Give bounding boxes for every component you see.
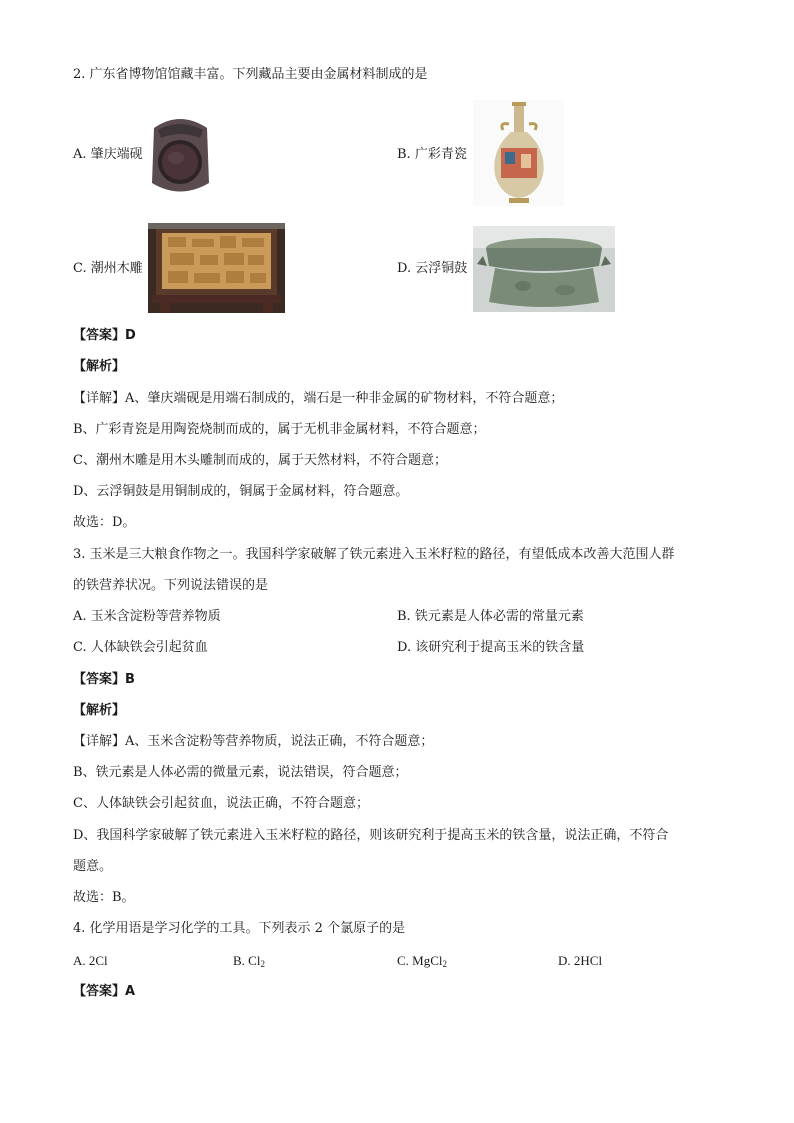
q3-option-a: A. 玉米含淀粉等营养物质 bbox=[73, 609, 221, 624]
q2-option-d: D. 云浮铜鼓 bbox=[397, 261, 468, 276]
q2-choice: 故选：D。 bbox=[73, 515, 136, 530]
q4-option-a bbox=[73, 952, 108, 970]
q4-option-c bbox=[397, 952, 447, 970]
bronze-drum-image bbox=[473, 226, 615, 312]
q3-answer-text: 【答案】B bbox=[73, 672, 135, 687]
q2-analysis bbox=[73, 358, 125, 376]
q2-stem: 2. 广东省博物馆馆藏丰富。下列藏品主要由金属材料制成的是 bbox=[73, 67, 428, 82]
q3-detail-2: B、铁元素是人体必需的微量元素，说法错误，符合题意； bbox=[73, 765, 408, 780]
q4-option-d-text: D. 2HCl bbox=[558, 953, 603, 968]
q3-analysis-text: 【解析】 bbox=[73, 703, 126, 718]
q3-detail-5: 题意。 bbox=[73, 859, 113, 874]
porcelain-vase-image bbox=[473, 100, 564, 206]
q2-analysis-text: 【解析】 bbox=[73, 359, 126, 374]
inkstone-image bbox=[148, 108, 213, 198]
q2-answer-text: 【答案】D bbox=[73, 328, 136, 343]
q4-option-d bbox=[558, 952, 602, 970]
q3-option-b: B. 铁元素是人体必需的常量元素 bbox=[397, 609, 584, 624]
q4-option-a-text: A. 2Cl bbox=[73, 953, 108, 968]
q3-stem-line-1: 3. 玉米是三大粮食作物之一。我国科学家破解了铁元素进入玉米籽粒的路径，有望低成本改善大范围人群 bbox=[73, 547, 675, 562]
woodcarving-image bbox=[148, 223, 285, 313]
q3-answer bbox=[73, 671, 135, 689]
q2-option-a: A. 肇庆端砚 bbox=[73, 147, 143, 162]
q3-option-c: C. 人体缺铁会引起贫血 bbox=[73, 640, 208, 655]
q3-analysis bbox=[73, 702, 125, 720]
q3-choice: 故选：B。 bbox=[73, 890, 135, 905]
q2-detail-3: C、潮州木雕是用木头雕制而成的，属于天然材料，不符合题意； bbox=[73, 453, 447, 468]
q4-option-b bbox=[233, 952, 265, 970]
q3-detail-1: 【详解】A、玉米含淀粉等营养物质，说法正确，不符合题意； bbox=[73, 734, 434, 749]
q2-option-b: B. 广彩青瓷 bbox=[397, 147, 467, 162]
q4-answer bbox=[73, 983, 135, 1001]
q4-option-b-subscript: 2 bbox=[260, 959, 265, 969]
q4-stem: 4. 化学用语是学习化学的工具。下列表示 2 个氯原子的是 bbox=[73, 921, 406, 936]
q3-option-d: D. 该研究利于提高玉米的铁含量 bbox=[397, 640, 585, 655]
q3-detail-4: D、我国科学家破解了铁元素进入玉米籽粒的路径，则该研究利于提高玉米的铁含量，说法正确，不符合 bbox=[73, 828, 669, 843]
q2-detail-1: 【详解】A、肇庆端砚是用端石制成的，端石是一种非金属的矿物材料，不符合题意； bbox=[73, 391, 564, 406]
q2-answer bbox=[73, 327, 136, 345]
q4-option-c-subscript: 2 bbox=[442, 959, 448, 969]
q3-stem-line-2: 的铁营养状况。下列说法错误的是 bbox=[73, 578, 269, 593]
q2-detail-4: D、云浮铜鼓是用铜制成的，铜属于金属材料，符合题意。 bbox=[73, 484, 409, 499]
q4-answer-text: 【答案】A bbox=[73, 984, 136, 999]
q2-detail-2: B、广彩青瓷是用陶瓷烧制而成的，属于无机非金属材料，不符合题意； bbox=[73, 422, 486, 437]
q3-detail-3: C、人体缺铁会引起贫血，说法正确，不符合题意； bbox=[73, 796, 369, 811]
q4-option-c-text: C. MgCl bbox=[397, 953, 443, 968]
q4-option-b-text: B. Cl bbox=[233, 953, 261, 968]
q2-option-c: C. 潮州木雕 bbox=[73, 261, 143, 276]
